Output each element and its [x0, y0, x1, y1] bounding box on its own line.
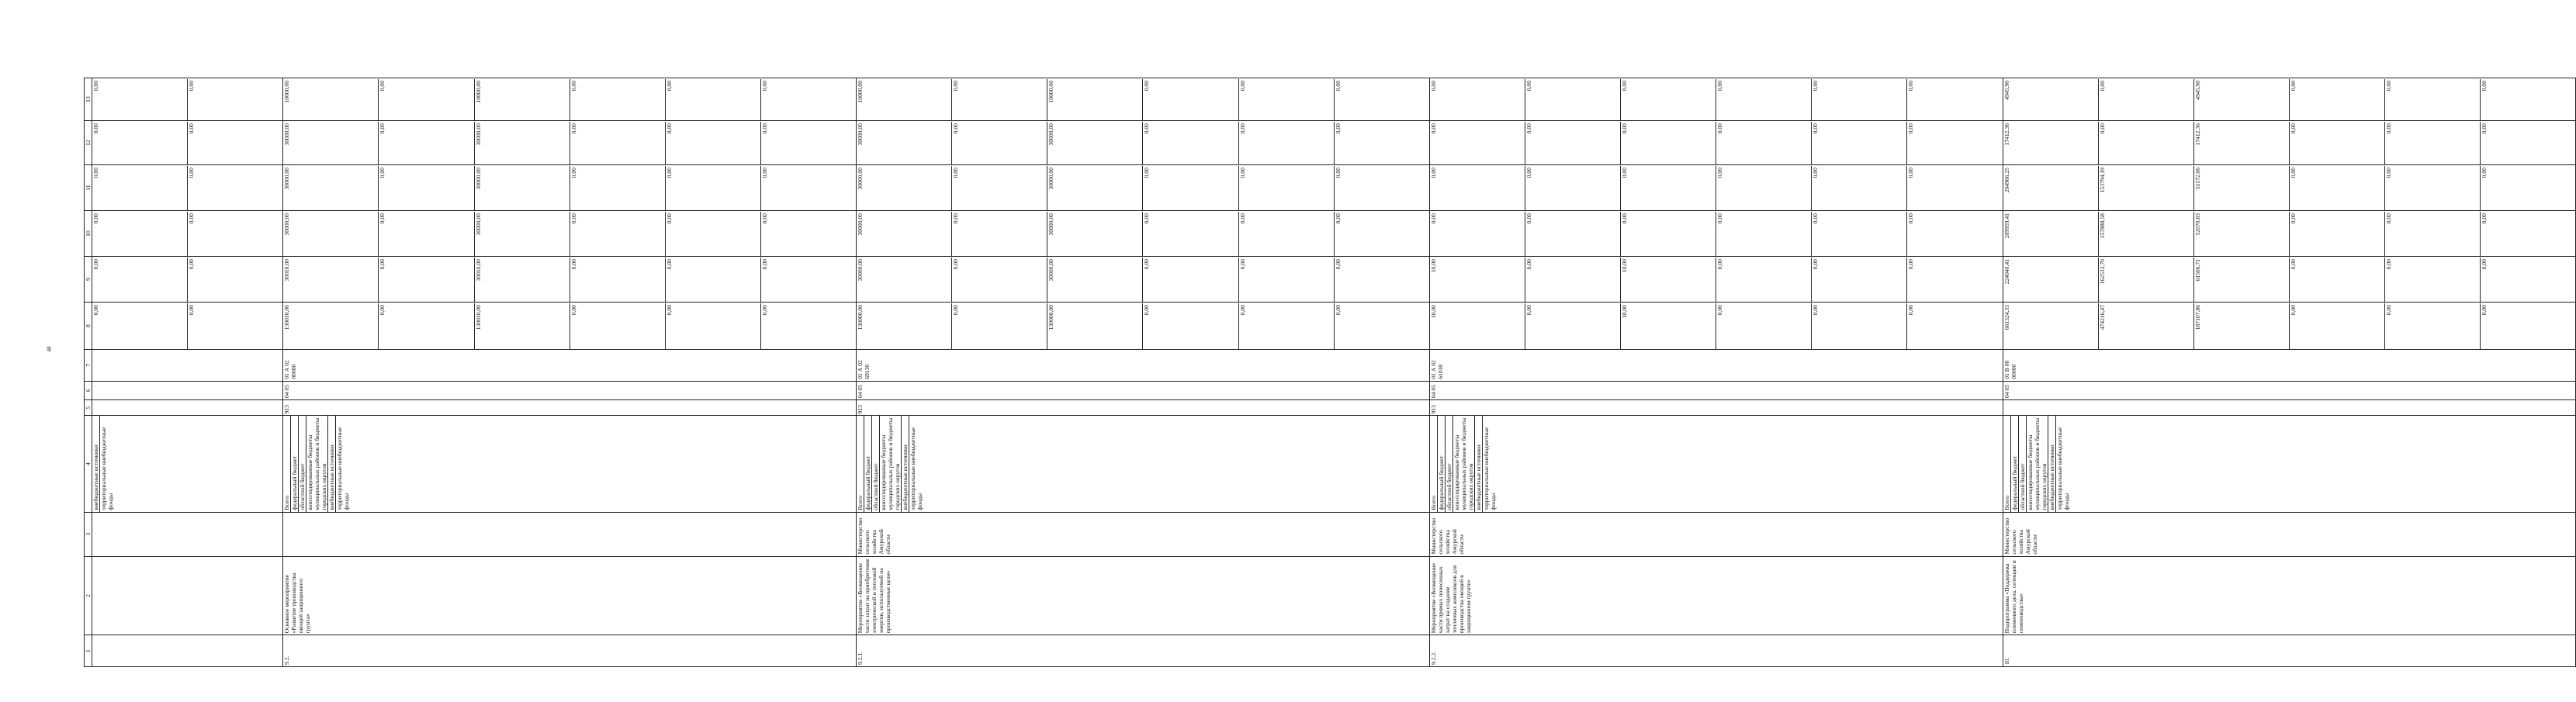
- table-subcell: 10000,00: [1047, 79, 1142, 120]
- column-header: 1: [85, 635, 92, 667]
- table-subcell: 661324,33: [2003, 305, 2010, 330]
- table-subcell: 0,00: [1716, 122, 1811, 164]
- table-subcell: 153794,19: [2098, 166, 2193, 210]
- table-subcell: 30000,00: [1047, 122, 1142, 164]
- table-subcell: 0,00: [2098, 79, 2193, 120]
- table-subcell: 4945,90: [2003, 81, 2010, 100]
- table-subcell: внебюджетные источники: [327, 416, 335, 511]
- executor: [283, 512, 857, 556]
- table-subcell: 162533,70: [2098, 258, 2193, 302]
- value-cell: [2003, 257, 2576, 303]
- table-subcell: 0,00: [1238, 79, 1334, 120]
- column-header: 8: [85, 303, 92, 350]
- executor: Министерство сельского хозяйства Амурской области: [1429, 512, 2003, 556]
- value-cell: [92, 165, 283, 211]
- table-subcell: 130010,00: [283, 305, 291, 330]
- table-subcell: территориальные внебюджетные фонды: [335, 416, 350, 511]
- table-subcell: 187107,86: [2193, 303, 2289, 349]
- table-subcell: 0,00: [665, 258, 760, 302]
- row-number: 9.2.: [283, 635, 857, 667]
- table-subcell: территориальные внебюджетные фонды: [909, 416, 923, 511]
- table-subcell: 0,00: [951, 166, 1047, 210]
- table-subcell: 0,00: [665, 122, 760, 164]
- table-subcell: 30000,00: [283, 213, 291, 236]
- table-subcell: федеральный бюджет: [2010, 416, 2018, 511]
- table-subcell: 0,00: [92, 305, 99, 316]
- table-subcell: 0,00: [1716, 166, 1811, 210]
- table-subcell: 30010,00: [283, 259, 291, 282]
- table-subcell: федеральный бюджет: [864, 416, 871, 511]
- value-cell: [857, 78, 1430, 121]
- table-subcell: 0,00: [187, 258, 282, 302]
- value-cell: [1429, 257, 2003, 303]
- measure-name: Основное мероприятие «Развитие производства овощей защищенного грунта»: [283, 556, 857, 635]
- value-cell: [2003, 211, 2576, 257]
- table-subcell: 0,00: [1716, 79, 1811, 120]
- column-header: 7: [85, 350, 92, 382]
- table-subcell: 30000,00: [474, 122, 570, 164]
- table-subcell: 0,00: [2480, 258, 2575, 302]
- table-subcell: 0,00: [2289, 166, 2384, 210]
- value-cell: [92, 303, 283, 350]
- table-subcell: 0,00: [665, 79, 760, 120]
- table-subcell: 0,00: [92, 259, 99, 270]
- value-cell: [283, 211, 857, 257]
- value-cell: [1429, 211, 2003, 257]
- empty-cell: [92, 400, 283, 416]
- value-cell: [857, 121, 1430, 165]
- value-cell: [283, 78, 857, 121]
- table-subcell: 0,00: [951, 303, 1047, 349]
- column-header: 12: [85, 121, 92, 165]
- executor: Министерство сельского хозяйства Амурской области: [2003, 512, 2576, 556]
- table-subcell: 30000,00: [857, 213, 864, 236]
- table-subcell: 474216,47: [2098, 303, 2193, 349]
- table-subcell: 0,00: [760, 303, 856, 349]
- table-subcell: 0,00: [1811, 258, 1906, 302]
- table-subcell: 0,00: [2384, 166, 2480, 210]
- table-subcell: 0,00: [1238, 122, 1334, 164]
- source-cell: [857, 416, 1430, 512]
- section-code: 04 05: [2003, 381, 2576, 399]
- value-cell: [857, 257, 1430, 303]
- row-number: 10.: [2003, 635, 2576, 667]
- table-subcell: 0,00: [951, 79, 1047, 120]
- table-subcell: 0,00: [1620, 166, 1716, 210]
- empty-cell: [92, 512, 283, 556]
- table-row: [283, 78, 857, 667]
- table-subcell: 0,00: [2384, 258, 2480, 302]
- table-subcell: 17412,36: [2003, 123, 2010, 146]
- value-cell: [92, 121, 283, 165]
- table-subcell: Всего: [283, 495, 291, 510]
- table-subcell: 0,00: [378, 258, 473, 302]
- table-subcell: 0,00: [2480, 166, 2575, 210]
- table-subcell: 224040,41: [2003, 259, 2010, 285]
- table-subcell: 10000,00: [857, 81, 864, 103]
- table-subcell: 0,00: [187, 212, 282, 256]
- column-header: 2: [85, 556, 92, 635]
- table-subcell: 0,00: [1142, 79, 1238, 120]
- value-cell: [283, 165, 857, 211]
- table-subcell: 0,00: [2289, 303, 2384, 349]
- table-subcell: 0,00: [1906, 303, 2002, 349]
- table-subcell: внебюджетные источники: [92, 444, 99, 510]
- table-subcell: 0,00: [1906, 212, 2002, 256]
- table-subcell: 0,00: [2289, 258, 2384, 302]
- table-subcell: 30000,00: [283, 168, 291, 190]
- table-subcell: 30000,00: [474, 212, 570, 256]
- target-code: 01 В 00 00000: [2003, 350, 2576, 382]
- table-subcell: 0,00: [1525, 166, 1620, 210]
- table-subcell: 0,00: [1620, 212, 1716, 256]
- table-subcell: 0,00: [1811, 122, 1906, 164]
- table-subcell: 0,00: [1716, 303, 1811, 349]
- table-subcell: 0,00: [1238, 212, 1334, 256]
- table-subcell: 0,00: [1811, 166, 1906, 210]
- empty-cell: [92, 556, 283, 635]
- value-cell: [1429, 165, 2003, 211]
- table-subcell: 204966,25: [2003, 168, 2010, 193]
- table-subcell: 0,00: [2480, 212, 2575, 256]
- row-number: 9.2.2.: [1429, 635, 2003, 667]
- value-cell: [2003, 78, 2576, 121]
- source-cell: [1429, 416, 2003, 512]
- table-subcell: 0,00: [1811, 79, 1906, 120]
- value-cell: [857, 211, 1430, 257]
- table-subcell: консолидированные бюджеты муниципальных районов и бюджеты городских округов: [306, 416, 327, 511]
- table-subcell: 0,00: [2289, 212, 2384, 256]
- table-subcell: областной бюджет: [2018, 416, 2026, 511]
- table-subcell: 0,00: [951, 122, 1047, 164]
- table-subcell: 0,00: [665, 303, 760, 349]
- table-subcell: 0,00: [570, 79, 665, 120]
- table-subcell: 0,00: [187, 303, 282, 349]
- table-subcell: 30000,00: [1047, 212, 1142, 256]
- grbs-code: [2003, 400, 2576, 416]
- value-cell: [857, 165, 1430, 211]
- table-subcell: 30000,00: [857, 168, 864, 190]
- table-subcell: территориальные внебюджетные фонды: [99, 416, 114, 511]
- table-subcell: 0,00: [570, 303, 665, 349]
- table-subcell: 0,00: [1716, 258, 1811, 302]
- value-cell: [2003, 303, 2576, 350]
- table-subcell: 0,00: [1429, 168, 1437, 178]
- column-header: 4: [85, 416, 92, 512]
- table-subcell: 0,00: [1525, 258, 1620, 302]
- table-subcell: 0,00: [1525, 122, 1620, 164]
- table-subcell: 30000,00: [1047, 166, 1142, 210]
- table-subcell: 0,00: [1525, 79, 1620, 120]
- table-subcell: 30000,00: [1047, 258, 1142, 302]
- value-cell: [283, 121, 857, 165]
- table-subcell: 61506,71: [2193, 258, 2289, 302]
- table-subcell: 0,00: [1334, 258, 1429, 302]
- table-subcell: федеральный бюджет: [290, 416, 298, 511]
- measure-name: Мероприятие «Возмещение части затрат на приобретение электрической и тепловой энергии, используемой на производственные цели»: [857, 556, 1430, 635]
- table-subcell: 209959,41: [2003, 213, 2010, 239]
- table-subcell: 130000,00: [857, 305, 864, 330]
- table-row: [92, 78, 283, 667]
- executor: Министерство сельского хозяйства Амурской области: [857, 512, 1430, 556]
- grbs-code: 913: [857, 400, 1430, 416]
- table-subcell: внебюджетные источники: [2048, 416, 2055, 511]
- table-subcell: 0,00: [2480, 303, 2575, 349]
- value-cell: [857, 303, 1430, 350]
- table-subcell: 17412,36: [2193, 122, 2289, 164]
- table-subcell: 52070,83: [2193, 212, 2289, 256]
- target-code: 01 А 02 61030: [1429, 350, 2003, 382]
- section-code: 04 05: [1429, 381, 2003, 399]
- table-subcell: 0,00: [1525, 303, 1620, 349]
- table-subcell: 0,00: [1334, 303, 1429, 349]
- table-subcell: 0,00: [1620, 79, 1716, 120]
- table-subcell: 0,00: [1429, 81, 1437, 92]
- empty-cell: [92, 635, 283, 667]
- table-subcell: 0,00: [1142, 303, 1238, 349]
- table-subcell: 0,00: [570, 122, 665, 164]
- table-subcell: внебюджетные источники: [1474, 416, 1482, 511]
- column-header: 5: [85, 400, 92, 416]
- empty-cell: [92, 350, 283, 382]
- table-subcell: 0,00: [1811, 212, 1906, 256]
- value-cell: [1429, 121, 2003, 165]
- table-subcell: 4945,90: [2193, 79, 2289, 120]
- table-subcell: 0,00: [187, 166, 282, 210]
- source-cell: [283, 416, 857, 512]
- program-funding-table: [84, 78, 2576, 667]
- table-subcell: 0,00: [92, 81, 99, 92]
- table-subcell: федеральный бюджет: [1437, 416, 1445, 511]
- table-subcell: 130010,00: [474, 303, 570, 349]
- table-subcell: 0,00: [2480, 79, 2575, 120]
- table-subcell: 0,00: [1525, 212, 1620, 256]
- table-subcell: 0,00: [665, 212, 760, 256]
- table-subcell: 0,00: [92, 213, 99, 224]
- table-subcell: 0,00: [1620, 122, 1716, 164]
- table-subcell: 0,00: [570, 166, 665, 210]
- table-subcell: 0,00: [1334, 212, 1429, 256]
- table-subcell: 30000,00: [857, 123, 864, 146]
- table-subcell: 0,00: [2480, 122, 2575, 164]
- column-header-row: [85, 78, 92, 667]
- table-subcell: 0,00: [1906, 258, 2002, 302]
- table-subcell: 0,00: [1716, 212, 1811, 256]
- column-header: 6: [85, 381, 92, 399]
- table-subcell: 0,00: [1429, 213, 1437, 224]
- table-subcell: Всего: [1429, 495, 1437, 510]
- value-cell: [92, 211, 283, 257]
- table-subcell: 10000,00: [283, 81, 291, 103]
- table-subcell: внебюджетные источники: [901, 416, 909, 511]
- column-header: 10: [85, 211, 92, 257]
- measure-name: Подпрограмма «Поддержка племенного дела, селекции и семеноводства»: [2003, 556, 2576, 635]
- table-subcell: 0,00: [1238, 303, 1334, 349]
- table-row: [2003, 78, 2576, 667]
- section-code: 04 05: [857, 381, 1430, 399]
- source-cell: [92, 416, 283, 512]
- table-subcell: 0,00: [187, 122, 282, 164]
- table-subcell: 10,00: [1620, 303, 1716, 349]
- table-subcell: 0,00: [378, 303, 473, 349]
- table-row: [857, 78, 1430, 667]
- table-subcell: 0,00: [760, 79, 856, 120]
- table-subcell: 0,00: [1429, 123, 1437, 134]
- value-cell: [92, 257, 283, 303]
- table-subcell: 0,00: [1142, 258, 1238, 302]
- table-subcell: 130000,00: [1047, 303, 1142, 349]
- table-subcell: 0,00: [1142, 166, 1238, 210]
- table-subcell: 0,00: [760, 166, 856, 210]
- table-subcell: 0,00: [951, 258, 1047, 302]
- table-subcell: 0,00: [760, 122, 856, 164]
- table-subcell: Всего: [2003, 495, 2010, 510]
- column-header: 11: [85, 165, 92, 211]
- table-subcell: 0,00: [378, 79, 473, 120]
- column-header: 9: [85, 257, 92, 303]
- table-subcell: 0,00: [2098, 122, 2193, 164]
- table-subcell: 10,00: [1429, 259, 1437, 273]
- source-cell: [2003, 416, 2576, 512]
- table-subcell: 30000,00: [474, 166, 570, 210]
- table-subcell: территориальные внебюджетные фонды: [2055, 416, 2070, 511]
- table-subcell: 0,00: [570, 212, 665, 256]
- column-header: 13: [85, 78, 92, 121]
- table-subcell: 51172,06: [2193, 166, 2289, 210]
- table-subcell: 157888,58: [2098, 212, 2193, 256]
- table-subcell: 10000,00: [474, 79, 570, 120]
- table-row: [1429, 78, 2003, 667]
- table-subcell: 0,00: [1906, 166, 2002, 210]
- table-subcell: 0,00: [1334, 122, 1429, 164]
- target-code: 01 А 02 69130: [857, 350, 1430, 382]
- column-header: 3: [85, 512, 92, 556]
- table-subcell: 0,00: [665, 166, 760, 210]
- table-subcell: 30000,00: [283, 123, 291, 146]
- table-subcell: 0,00: [2384, 303, 2480, 349]
- table-subcell: территориальные внебюджетные фонды: [1482, 416, 1497, 511]
- value-cell: [2003, 165, 2576, 211]
- value-cell: [1429, 78, 2003, 121]
- table-subcell: 0,00: [1142, 212, 1238, 256]
- table-subcell: 0,00: [2289, 122, 2384, 164]
- table-subcell: 0,00: [760, 212, 856, 256]
- table-subcell: 0,00: [2384, 79, 2480, 120]
- table-subcell: 0,00: [1238, 258, 1334, 302]
- table-subcell: 30010,00: [474, 258, 570, 302]
- empty-cell: [92, 381, 283, 399]
- section-code: 04 05: [283, 381, 857, 399]
- table-subcell: консолидированные бюджеты муниципальных районов и бюджеты городских округов: [1452, 416, 1474, 511]
- table-subcell: 0,00: [2289, 79, 2384, 120]
- table-subcell: 0,00: [378, 166, 473, 210]
- table-subcell: 0,00: [1238, 166, 1334, 210]
- value-cell: [283, 257, 857, 303]
- table-subcell: 30000,00: [857, 259, 864, 282]
- rotated-table-page: [84, 78, 2488, 667]
- table-subcell: 0,00: [187, 79, 282, 120]
- table-subcell: 0,00: [2384, 212, 2480, 256]
- value-cell: [1429, 303, 2003, 350]
- table-subcell: 0,00: [2384, 122, 2480, 164]
- table-subcell: 10,00: [1429, 305, 1437, 319]
- table-subcell: 0,00: [378, 212, 473, 256]
- value-cell: [92, 78, 283, 121]
- table-subcell: областной бюджет: [871, 416, 879, 511]
- table-subcell: 0,00: [570, 258, 665, 302]
- table-subcell: 0,00: [1334, 79, 1429, 120]
- table-subcell: 10,00: [1620, 258, 1716, 302]
- table-subcell: областной бюджет: [298, 416, 306, 511]
- table-subcell: 0,00: [378, 122, 473, 164]
- table-subcell: 0,00: [760, 258, 856, 302]
- grbs-code: 913: [283, 400, 857, 416]
- table-subcell: консолидированные бюджеты муниципальных районов и бюджеты городских округов: [879, 416, 901, 511]
- table-subcell: областной бюджет: [1445, 416, 1452, 511]
- table-subcell: 0,00: [1811, 303, 1906, 349]
- measure-name: Мероприятие «Возмещение части прямых понесенных затрат на создание тепличных комплексов для производства овощей в защищенном грунте»: [1429, 556, 2003, 635]
- row-number: 9.2.1.: [857, 635, 1430, 667]
- table-subcell: 0,00: [1906, 79, 2002, 120]
- value-cell: [283, 303, 857, 350]
- table-subcell: 0,00: [92, 168, 99, 178]
- table-subcell: 0,00: [951, 212, 1047, 256]
- table-subcell: Всего: [857, 495, 864, 510]
- target-code: 01 А 02 00000: [283, 350, 857, 382]
- value-cell: [2003, 121, 2576, 165]
- page-number: 48: [46, 346, 53, 352]
- table-subcell: 0,00: [1906, 122, 2002, 164]
- table-subcell: консолидированные бюджеты муниципальных районов и бюджеты городских округов: [2026, 416, 2048, 511]
- table-subcell: 0,00: [1142, 122, 1238, 164]
- table-subcell: 0,00: [92, 123, 99, 134]
- table-subcell: 0,00: [1334, 166, 1429, 210]
- grbs-code: 913: [1429, 400, 2003, 416]
